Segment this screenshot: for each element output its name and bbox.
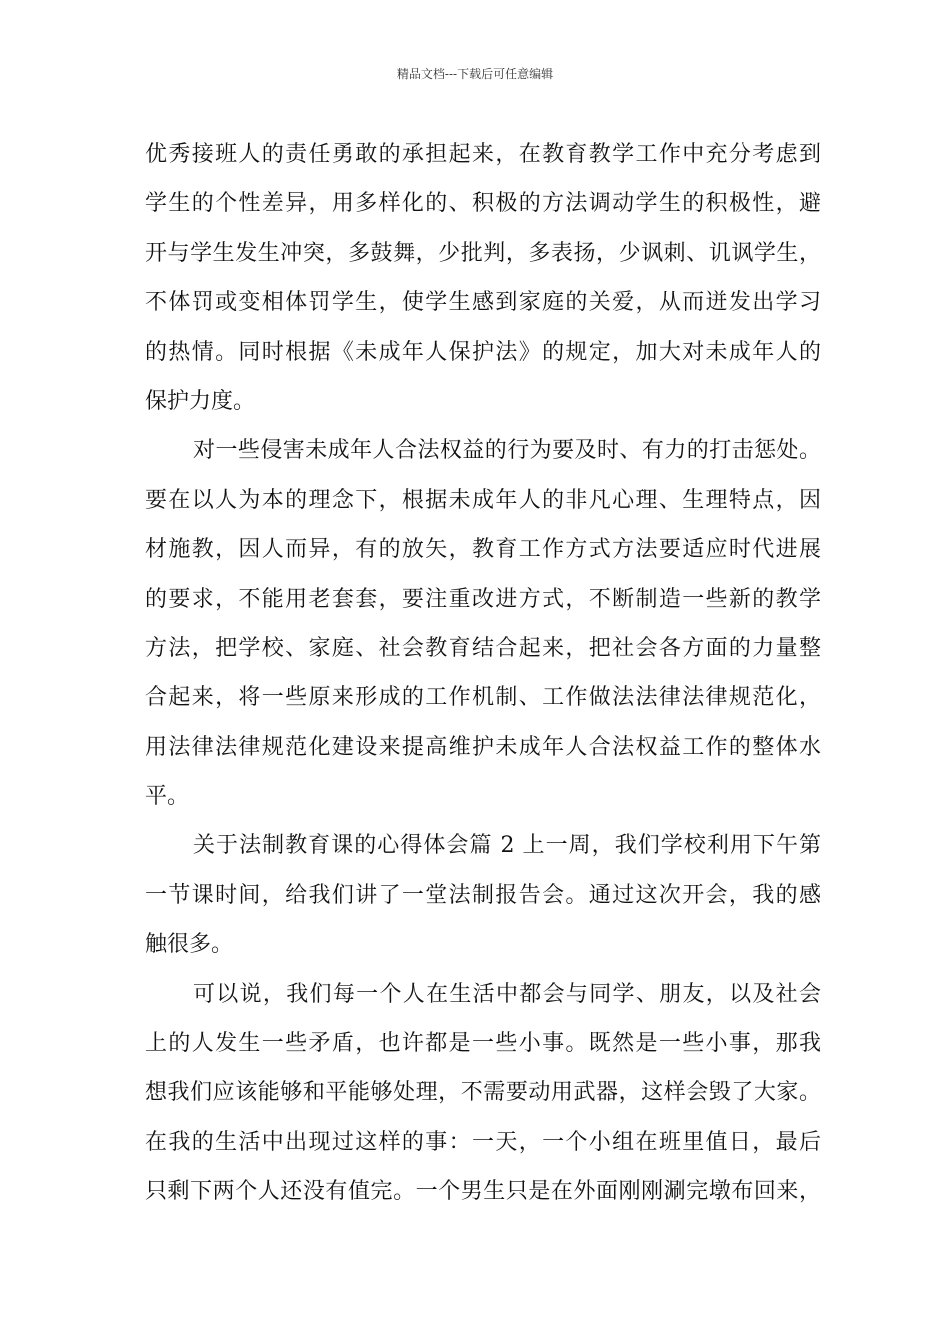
text-line: 在我的生活中出现过这样的事：一天，一个小组在班里值日，最后	[145, 1129, 821, 1155]
text-line: 不体罚或变相体罚学生，使学生感到家庭的关爱，从而迸发出学习	[145, 290, 821, 316]
paragraph-4	[145, 970, 821, 1217]
text-line: 平。	[145, 784, 190, 810]
text-line: 关于法制教育课的心得体会篇 2 上一周，我们学校利用下午第	[193, 833, 821, 859]
text-line: 优秀接班人的责任勇敢的承担起来，在教育教学工作中充分考虑到	[145, 142, 821, 167]
text-line: 保护力度。	[145, 388, 256, 414]
text-line: 上的人发生一些矛盾，也许都是一些小事。既然是一些小事，那我	[145, 1031, 821, 1057]
text-line: 的热情。同时根据《未成年人保护法》的规定，加大对未成年人的	[145, 339, 821, 365]
text-line: 要在以人为本的理念下，根据未成年人的非凡心理、生理特点，因	[145, 487, 821, 513]
text-line: 想我们应该能够和平能够处理，不需要动用武器，这样会毁了大家。	[145, 1080, 821, 1106]
text-line: 对一些侵害未成年人合法权益的行为要及时、有力的打击惩处。	[193, 438, 821, 464]
paragraph-2	[145, 426, 821, 821]
text-line: 只剩下两个人还没有值完。一个男生只是在外面刚刚涮完墩布回来，	[145, 1179, 821, 1205]
paragraph-1	[145, 130, 821, 426]
paragraph-3	[145, 821, 821, 969]
text-line: 的要求，不能用老套套，要注重改进方式，不断制造一些新的教学	[145, 586, 821, 612]
text-line: 合起来，将一些原来形成的工作机制、工作做法法律法律规范化，	[145, 685, 821, 711]
text-line: 方法，把学校、家庭、社会教育结合起来，把社会各方面的力量整	[145, 635, 821, 661]
document-body	[145, 130, 821, 1217]
text-line: 材施教，因人而异，有的放矢，教育工作方式方法要适应时代进展	[145, 537, 821, 563]
text-line: 开与学生发生冲突，多鼓舞，少批判，多表扬，少讽刺、讥讽学生，	[145, 240, 821, 266]
text-line: 可以说，我们每一个人在生活中都会与同学、朋友，以及社会	[193, 981, 821, 1007]
page-header: 精品文档---下载后可任意编辑	[396, 67, 554, 81]
text-line: 触很多。	[145, 932, 234, 958]
text-line: 一节课时间，给我们讲了一堂法制报告会。通过这次开会，我的感	[145, 882, 821, 908]
text-line: 用法律法律规范化建设来提高维护未成年人合法权益工作的整体水	[145, 734, 821, 760]
text-line: 学生的个性差异，用多样化的、积极的方法调动学生的积极性，避	[145, 191, 821, 217]
